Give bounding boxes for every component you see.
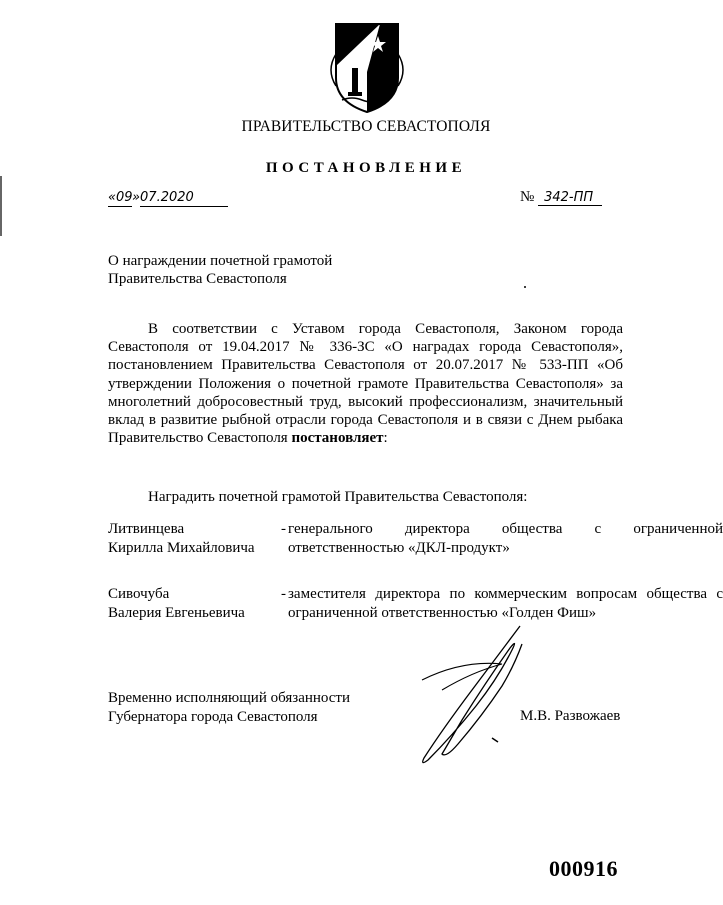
awardee-surname: Литвинцева bbox=[108, 521, 185, 537]
awardee-description: заместителя директора по коммерческим вопросам общества с ограниченной ответственностью «Голден Фиш» bbox=[288, 586, 723, 621]
body-paragraph bbox=[108, 320, 623, 447]
serial-number: 000916 bbox=[549, 856, 618, 881]
date-open-quote: « bbox=[108, 190, 117, 205]
stray-dot bbox=[524, 286, 526, 288]
awardee-given-name: Валерия Евгеньевича bbox=[108, 604, 245, 621]
awardee-description: генерального директора общества с ограниченной ответственностью «ДКЛ-продукт» bbox=[288, 521, 723, 556]
awardee-dash: - bbox=[281, 521, 286, 537]
subject-line-2: Правительства Севастополя bbox=[108, 271, 287, 287]
date-day: 09 bbox=[116, 190, 133, 205]
handwritten-signature bbox=[402, 620, 542, 770]
document-number bbox=[520, 189, 602, 206]
awardee-surname: Сивочуба bbox=[108, 586, 170, 602]
document-type-title: ПОСТАНОВЛЕНИЕ bbox=[265, 160, 467, 176]
awardee-name bbox=[108, 520, 278, 557]
awardee-given-name: Кирилла Михайловича bbox=[108, 539, 255, 556]
organization-name: ПРАВИТЕЛЬСТВО СЕВАСТОПОЛЯ bbox=[241, 118, 491, 135]
scan-edge-mark bbox=[0, 176, 2, 236]
signer-title-line-2: Губернатора города Севастополя bbox=[108, 708, 318, 725]
date-month-year: 07.2020 bbox=[140, 190, 194, 205]
award-intro: Наградить почетной грамотой Правительства Севастополя: bbox=[148, 489, 528, 505]
number-value: 342-ПП bbox=[538, 190, 602, 206]
date-close-quote: » bbox=[132, 190, 141, 205]
coat-of-arms-emblem bbox=[332, 20, 402, 115]
signer-title bbox=[108, 689, 350, 726]
document-subject bbox=[108, 252, 332, 288]
document-date bbox=[108, 189, 228, 207]
number-prefix: № bbox=[520, 189, 535, 205]
subject-line-1: О награждении почетной грамотой bbox=[108, 253, 333, 269]
body-bold-verb: постановляет bbox=[291, 430, 384, 447]
signer-title-line-1: Временно исполняющий обязанности bbox=[108, 690, 351, 706]
body-colon: : bbox=[383, 430, 388, 447]
awardee-name bbox=[108, 585, 278, 622]
signer-name: М.В. Развожаев bbox=[520, 708, 621, 724]
awardee-dash: - bbox=[281, 586, 286, 602]
body-text: В соответствии с Уставом города Севастополя, Законом города Севастополя от 19.04.2017 № 336-ЗС «О наградах города Севастополя», постановлением Правительства Севастополя от 20.07.2017 № 533-ПП «Об утверждении Положения о почетной грамоте Правительства Севастополя» за многолетний добросовестный труд, высокий профессионализм, значительный вклад в развитие рыбной отрасли города Севастополя и в связи с Днем рыбака Правительство Севастополя bbox=[108, 321, 623, 447]
